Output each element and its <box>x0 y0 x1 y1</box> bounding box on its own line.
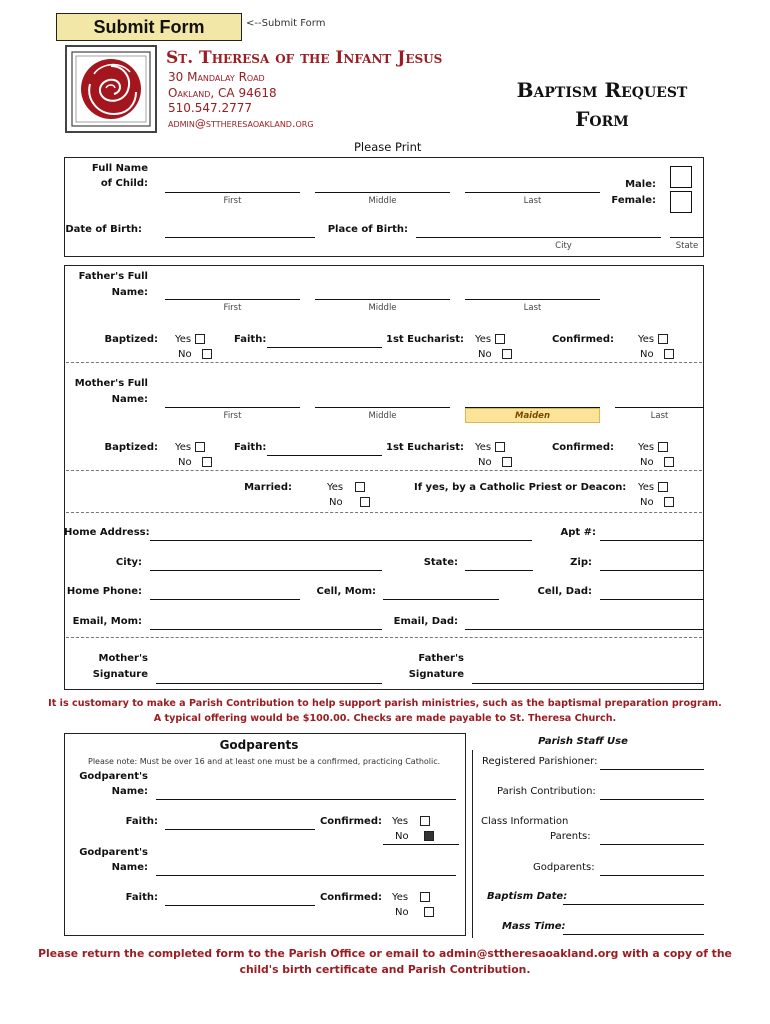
cell-mom-label: Cell, Mom: <box>316 586 376 597</box>
parish-email: admin@sttheresaoakland.org <box>168 117 314 130</box>
apt-input[interactable] <box>600 540 704 541</box>
father-eucharist-no[interactable] <box>478 349 512 360</box>
submit-form-label: Submit Form <box>93 16 205 37</box>
state-input[interactable] <box>465 570 533 571</box>
birth-city-input[interactable] <box>416 237 661 238</box>
father-first-caption: First <box>223 303 242 313</box>
email-mom-label: Email, Mom: <box>72 616 142 627</box>
yes-text: Yes <box>392 816 409 827</box>
gp1-label-2: Name: <box>111 786 148 797</box>
father-full-label: Father's Full <box>78 271 148 282</box>
married-no[interactable] <box>329 497 370 508</box>
email-dad-input[interactable] <box>465 629 704 630</box>
gp2-confirmed-label: Confirmed: <box>319 892 382 903</box>
father-last-caption: Last <box>523 303 542 313</box>
mother-first-caption: First <box>223 411 242 421</box>
child-middle-caption: Middle <box>368 196 397 206</box>
mother-faith-input[interactable] <box>267 455 382 456</box>
mother-confirmed-no[interactable] <box>640 457 674 468</box>
contribution-note-1: It is customary to make a Parish Contribution to help support parish ministries, such as the baptismal preparation program. <box>48 698 722 709</box>
no-text: No <box>178 349 192 360</box>
mother-first-input[interactable] <box>165 407 300 408</box>
child-of-child-label: of Child: <box>100 178 148 189</box>
gp2-confirmed-no[interactable] <box>395 907 434 918</box>
submit-hint: <--Submit Form <box>246 18 326 29</box>
no-text: No <box>640 349 654 360</box>
priest-yes[interactable] <box>638 482 668 493</box>
birth-state-caption: State <box>675 241 699 251</box>
mother-middle-input[interactable] <box>315 407 450 408</box>
mother-eucharist-label: 1st Eucharist: <box>385 442 464 453</box>
home-address-label: Home Address: <box>64 527 150 538</box>
gp1-confirmed-no[interactable] <box>395 831 434 842</box>
no-text: No <box>478 349 492 360</box>
father-middle-input[interactable] <box>315 299 450 300</box>
divider <box>66 637 702 638</box>
checkbox-checked[interactable] <box>424 831 434 841</box>
no-text: No <box>478 457 492 468</box>
yes-text: Yes <box>475 442 492 453</box>
parish-name: St. Theresa of the Infant Jesus <box>166 48 443 68</box>
child-last-caption: Last <box>523 196 542 206</box>
male-checkbox[interactable] <box>670 166 692 188</box>
checkbox[interactable] <box>360 497 370 507</box>
gp1-confirmed-label: Confirmed: <box>319 816 382 827</box>
form-title-line-2: Form <box>575 107 629 131</box>
yes-text: Yes <box>638 482 655 493</box>
gp1-faith-label: Faith: <box>125 816 158 827</box>
father-baptized-label: Baptized: <box>104 334 158 345</box>
checkbox[interactable] <box>424 907 434 917</box>
staff-baptism-date-label: Baptism Date: <box>487 891 568 902</box>
please-print: Please Print <box>354 140 422 154</box>
date-of-birth-input[interactable] <box>165 237 315 238</box>
father-middle-caption: Middle <box>368 303 397 313</box>
staff-class-info-label: Class Information <box>481 816 569 827</box>
rose-logo <box>64 44 158 134</box>
mother-baptized-no[interactable] <box>178 457 212 468</box>
no-text: No <box>395 907 409 918</box>
mother-middle-caption: Middle <box>368 411 397 421</box>
gp2-name-input[interactable] <box>156 875 456 876</box>
cell-mom-input[interactable] <box>383 599 499 600</box>
father-eucharist-label: 1st Eucharist: <box>385 334 464 345</box>
gp2-label-1: Godparent's <box>79 847 148 858</box>
mother-faith-label: Faith: <box>234 442 267 453</box>
checkbox[interactable] <box>202 457 212 467</box>
yes-text: Yes <box>638 334 655 345</box>
catholic-priest-label: If yes, by a Catholic Priest or Deacon: <box>414 482 627 493</box>
checkbox[interactable] <box>195 442 205 452</box>
father-confirmed-no[interactable] <box>640 349 674 360</box>
email-dad-label: Email, Dad: <box>393 616 458 627</box>
date-of-birth-label: Date of Birth: <box>65 224 142 235</box>
female-checkbox[interactable] <box>670 191 692 213</box>
checkbox[interactable] <box>420 892 430 902</box>
home-phone-input[interactable] <box>150 599 300 600</box>
father-baptized-no[interactable] <box>178 349 212 360</box>
staff-title: Parish Staff Use <box>538 736 628 747</box>
father-confirmed-yes[interactable] <box>638 334 668 345</box>
checkbox[interactable] <box>664 349 674 359</box>
staff-section <box>472 750 474 938</box>
footer-line-1: Please return the completed form to the Parish Office or email to admin@sttheresaoakland.org with a copy of the <box>38 947 732 960</box>
no-text: No <box>178 457 192 468</box>
staff-baptism-date-input[interactable] <box>563 904 704 905</box>
divider <box>66 362 702 363</box>
father-confirmed-label: Confirmed: <box>551 334 614 345</box>
checkbox[interactable] <box>502 457 512 467</box>
mother-full-label: Mother's Full <box>74 378 148 389</box>
father-signature-label-2: Signature <box>408 669 464 680</box>
gp1-confirmed-yes[interactable] <box>392 816 430 827</box>
checkbox[interactable] <box>195 334 205 344</box>
checkbox[interactable] <box>420 816 430 826</box>
state-label: State: <box>423 557 458 568</box>
father-faith-input[interactable] <box>267 347 382 348</box>
staff-godparents-label: Godparents: <box>533 862 595 873</box>
priest-no[interactable] <box>640 497 674 508</box>
checkbox[interactable] <box>502 349 512 359</box>
mother-name-label: Name: <box>111 394 148 405</box>
mother-eucharist-yes[interactable] <box>475 442 505 453</box>
checkbox[interactable] <box>355 482 365 492</box>
mother-last-caption: Last <box>650 411 669 421</box>
rose-logo-graphic <box>64 44 158 134</box>
mother-signature-label-2: Signature <box>92 669 148 680</box>
apt-label: Apt #: <box>560 527 596 538</box>
father-last-input[interactable] <box>465 299 600 300</box>
gp1-name-input[interactable] <box>156 799 456 800</box>
cell-dad-label: Cell, Dad: <box>537 586 592 597</box>
no-text: No <box>640 457 654 468</box>
father-baptized-yes[interactable] <box>175 334 205 345</box>
gp1-faith-input[interactable] <box>165 829 315 830</box>
gp2-label-2: Name: <box>111 862 148 873</box>
no-text: No <box>395 831 409 842</box>
parish-address-1: 30 Mandalay Road <box>168 70 265 84</box>
home-address-input[interactable] <box>150 540 532 541</box>
godparents-title: Godparents <box>219 738 299 752</box>
checkbox[interactable] <box>495 334 505 344</box>
email-mom-input[interactable] <box>150 629 382 630</box>
staff-mass-time-input[interactable] <box>563 934 704 935</box>
child-middle-name-input[interactable] <box>315 192 450 193</box>
staff-godparents-input[interactable] <box>600 875 704 876</box>
yes-text: Yes <box>327 482 344 493</box>
checkbox[interactable] <box>664 497 674 507</box>
staff-contribution-input[interactable] <box>600 799 704 800</box>
staff-registered-input[interactable] <box>600 769 704 770</box>
mother-baptized-label: Baptized: <box>104 442 158 453</box>
parish-address-2: Oakland, CA 94618 <box>168 86 277 100</box>
yes-text: Yes <box>475 334 492 345</box>
staff-registered-label: Registered Parishioner: <box>482 756 598 767</box>
married-label: Married: <box>244 482 292 493</box>
checkbox[interactable] <box>495 442 505 452</box>
no-text: No <box>640 497 654 508</box>
mother-confirmed-yes[interactable] <box>638 442 668 453</box>
gp2-faith-label: Faith: <box>125 892 158 903</box>
mother-maiden-caption: Maiden <box>465 408 600 423</box>
gp2-confirmed-yes[interactable] <box>392 892 430 903</box>
home-phone-label: Home Phone: <box>66 586 142 597</box>
child-first-name-input[interactable] <box>165 192 300 193</box>
birth-city-caption: City <box>555 241 572 251</box>
footer-line-2: child's birth certificate and Parish Contribution. <box>239 963 531 976</box>
place-of-birth-label: Place of Birth: <box>327 224 408 235</box>
father-name-label: Name: <box>111 287 148 298</box>
male-label: Male: <box>625 179 656 190</box>
checkbox[interactable] <box>658 334 668 344</box>
child-last-name-input[interactable] <box>465 192 600 193</box>
checkbox[interactable] <box>658 442 668 452</box>
contribution-note-2: A typical offering would be $100.00. Checks are made payable to St. Theresa Church. <box>153 713 617 724</box>
mother-signature-input[interactable] <box>156 683 382 684</box>
married-yes[interactable] <box>327 482 365 493</box>
yes-text: Yes <box>175 442 192 453</box>
yes-text: Yes <box>638 442 655 453</box>
father-eucharist-yes[interactable] <box>475 334 505 345</box>
checkbox[interactable] <box>202 349 212 359</box>
mother-eucharist-no[interactable] <box>478 457 512 468</box>
child-first-caption: First <box>223 196 242 206</box>
staff-parents-input[interactable] <box>600 844 704 845</box>
checkbox[interactable] <box>664 457 674 467</box>
father-signature-label-1: Father's <box>418 653 464 664</box>
city-input[interactable] <box>150 570 382 571</box>
zip-label: Zip: <box>570 557 592 568</box>
gp2-faith-input[interactable] <box>165 905 315 906</box>
mother-signature-label-1: Mother's <box>98 653 148 664</box>
yes-text: Yes <box>392 892 409 903</box>
father-signature-input[interactable] <box>472 683 704 684</box>
staff-parents-label: Parents: <box>550 831 591 842</box>
birth-state-input[interactable] <box>670 237 704 238</box>
city-label: City: <box>115 557 142 568</box>
staff-contribution-label: Parish Contribution: <box>497 786 596 797</box>
gp1-confirmed-line <box>383 844 459 845</box>
godparents-note: Please note: Must be over 16 and at least one must be a confirmed, practicing Catholic. <box>88 757 441 766</box>
form-title-line-1: Baptism Request <box>516 78 688 102</box>
father-faith-label: Faith: <box>234 334 267 345</box>
cell-dad-input[interactable] <box>600 599 704 600</box>
staff-mass-time-label: Mass Time: <box>502 921 566 932</box>
gp1-label-1: Godparent's <box>79 771 148 782</box>
divider <box>66 470 702 471</box>
yes-text: Yes <box>175 334 192 345</box>
female-label: Female: <box>611 195 656 206</box>
zip-input[interactable] <box>600 570 704 571</box>
divider <box>66 512 702 513</box>
mother-baptized-yes[interactable] <box>175 442 205 453</box>
parish-phone: 510.547.2777 <box>168 101 252 115</box>
father-first-input[interactable] <box>165 299 300 300</box>
mother-last-input[interactable] <box>615 407 704 408</box>
checkbox[interactable] <box>658 482 668 492</box>
mother-confirmed-label: Confirmed: <box>551 442 614 453</box>
submit-form-button[interactable] <box>56 13 242 41</box>
child-full-name-label: Full Name <box>91 163 148 174</box>
no-text: No <box>329 497 343 508</box>
